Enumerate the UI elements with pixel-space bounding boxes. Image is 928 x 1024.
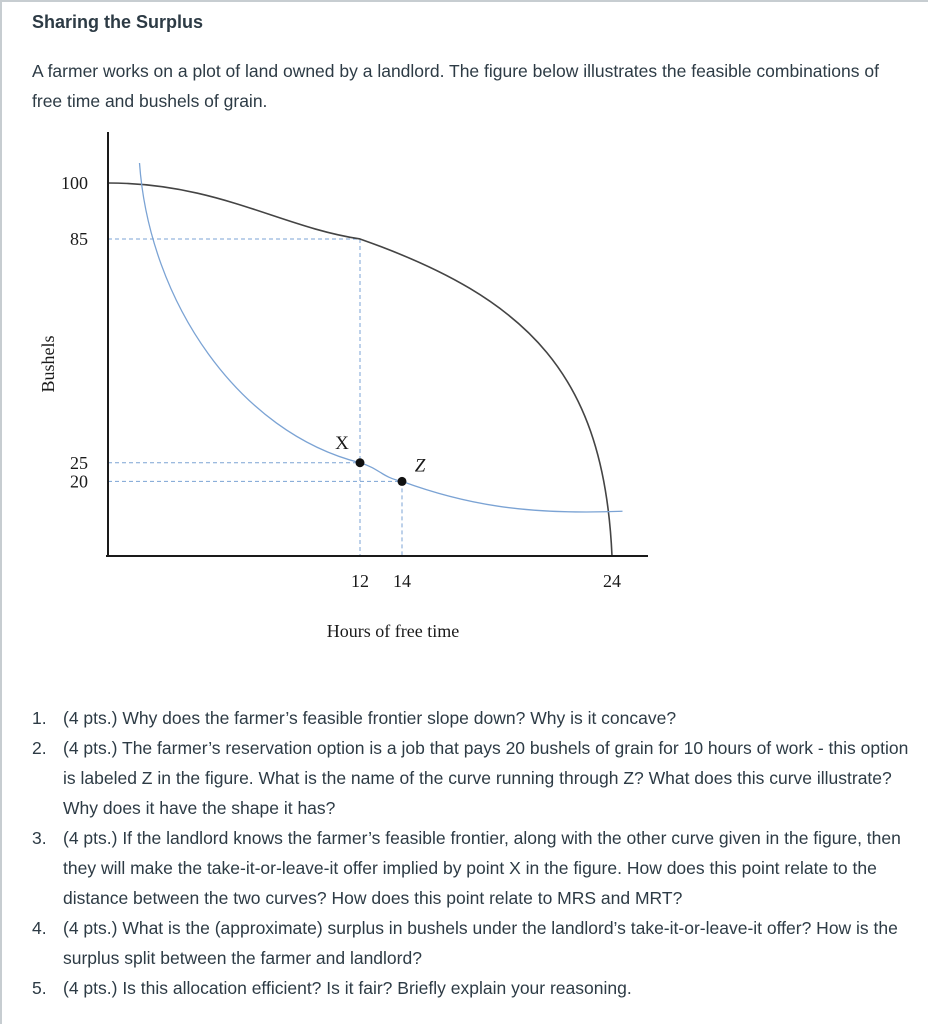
question-item-1 [32, 703, 912, 733]
x-tick-label: 24 [603, 571, 621, 591]
feasible-frontier-chart [0, 120, 700, 660]
question-item-5 [32, 973, 912, 1003]
y-axis-label: Bushels [38, 335, 58, 393]
top-border [0, 0, 928, 2]
question-text: (4 pts.) If the landlord knows the farmer’s feasible frontier, along with the other curve given in the figure, then they will make the take-it-or-leave-it offer implied by point X in the figure. How does this point relate to the distance between the two curves? How does this point relate to MRS and MRT? [63, 828, 901, 908]
question-text: (4 pts.) The farmer’s reservation option is a job that pays 20 bushels of grain for 10 hours of work - this option is labeled Z in the figure. What is the name of the curve running through Z? What does this curve illustrate? Why does it have the shape it has? [63, 738, 909, 818]
point-x-label: X [335, 432, 349, 454]
x-tick-label: 14 [393, 571, 411, 591]
point-z-marker [398, 477, 407, 486]
y-tick-label: 25 [70, 452, 88, 473]
point-z-label: Z [414, 455, 426, 477]
question-number: 5. [32, 978, 47, 998]
question-item-3 [32, 823, 912, 913]
page-title: Sharing the Surplus [32, 12, 204, 32]
question-list [32, 703, 912, 1003]
y-tick-label: 20 [70, 471, 88, 492]
x-tick-labels [351, 571, 621, 591]
x-tick-label: 12 [351, 571, 369, 591]
x-axis-label: Hours of free time [326, 621, 460, 641]
question-text: (4 pts.) Is this allocation efficient? Is it fair? Briefly explain your reasoning. [63, 978, 632, 998]
question-item-2 [32, 733, 912, 823]
point-x-marker [356, 458, 365, 467]
question-text: (4 pts.) Why does the farmer’s feasible frontier slope down? Why is it concave? [63, 708, 677, 728]
guide-lines [108, 239, 402, 556]
question-number: 1. [32, 708, 47, 728]
y-tick-label: 100 [61, 173, 88, 193]
question-number: 4. [32, 918, 47, 938]
intro-paragraph: A farmer works on a plot of land owned by a landlord. The figure below illustrates the feasible combinations of free time and bushels of grain. [32, 61, 879, 111]
question-number: 3. [32, 828, 47, 848]
y-tick-label: 85 [70, 228, 88, 249]
indifference-curve [140, 163, 623, 512]
question-text: (4 pts.) What is the (approximate) surplus in bushels under the landlord’s take-it-or-leave-it offer? How is the surplus split between the farmer and landlord? [63, 918, 898, 968]
y-tick-labels [61, 173, 88, 491]
question-item-4 [32, 913, 912, 973]
question-number: 2. [32, 738, 47, 758]
